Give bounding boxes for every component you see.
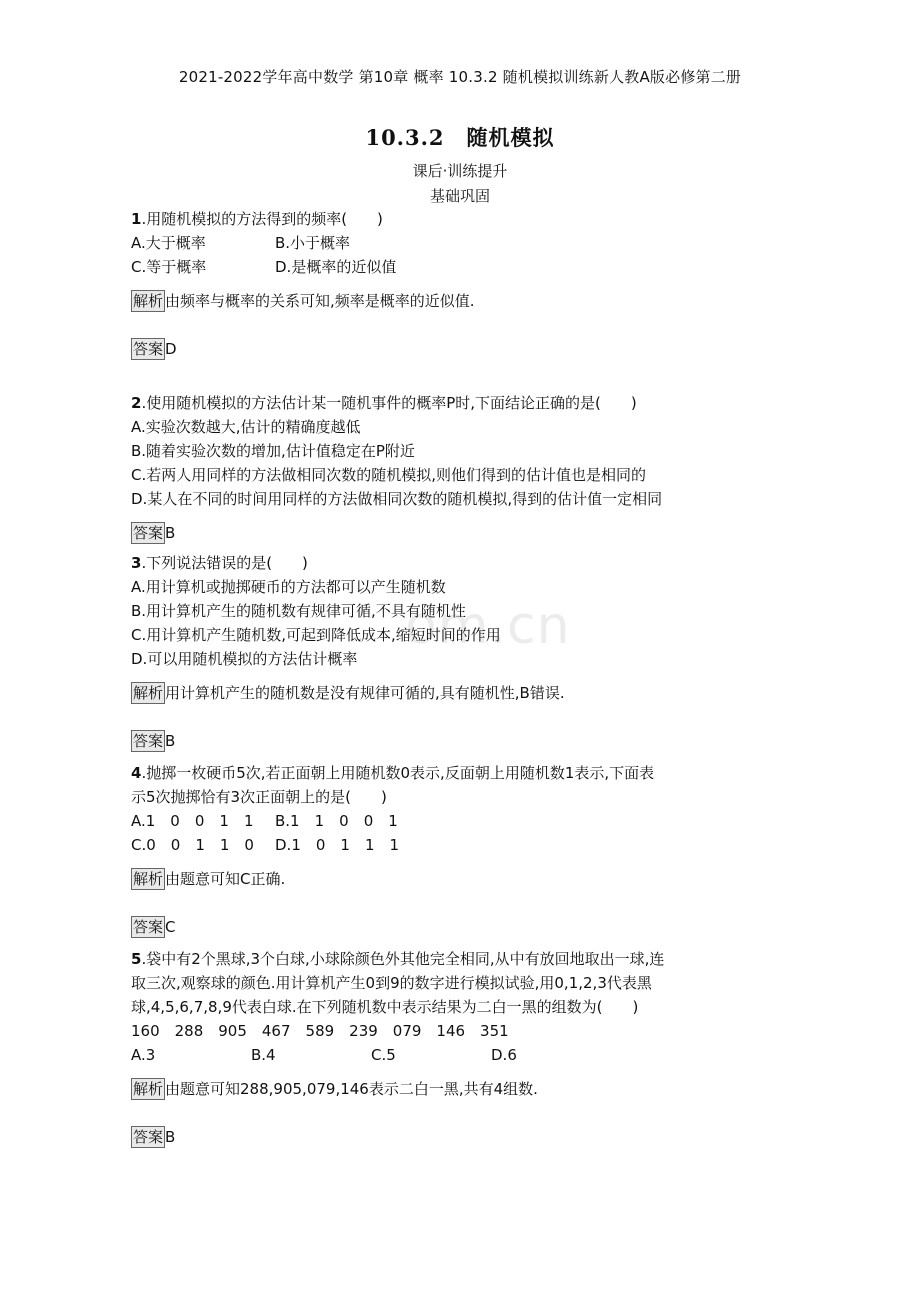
answer-value: C	[165, 918, 176, 936]
analysis-tag: 解析	[133, 870, 164, 888]
analysis-tag: 解析	[133, 684, 164, 702]
answer-value: B	[165, 524, 176, 542]
option-d: D.6	[491, 1046, 517, 1064]
answer-value: D	[165, 340, 177, 358]
option-c: C.0 0 1 1 0	[131, 836, 254, 854]
answer-tag: 答案	[133, 732, 164, 750]
section-subtitle: 课后·训练提升	[412, 162, 508, 180]
answer-tag: 答案	[133, 918, 164, 936]
option-d: D.1 0 1 1 1	[275, 836, 400, 854]
analysis-text: 由题意可知C正确.	[165, 870, 286, 888]
question-number: 5	[131, 950, 142, 968]
option-a: A.用计算机或抛掷硬币的方法都可以产生随机数	[131, 578, 446, 596]
analysis-text: 由题意可知288,905,079,146表示二白一黑,共有4组数.	[165, 1080, 538, 1098]
document-header: 2021-2022学年高中数学 第10章 概率 10.3.2 随机模拟训练新人教A版必修第二册	[178, 68, 742, 86]
option-b: B.小于概率	[275, 234, 351, 252]
question-stem: .使用随机模拟的方法估计某一随机事件的概率P时,下面结论正确的是( )	[141, 394, 637, 412]
option-b: B.随着实验次数的增加,估计值稳定在P附近	[131, 442, 415, 460]
question-number: 3	[131, 554, 142, 572]
option-a: A.实验次数越大,估计的精确度越低	[131, 418, 361, 436]
question-stem-line-3: 球,4,5,6,7,8,9代表白球.在下列随机数中表示结果为二白一黑的组数为( )	[131, 998, 639, 1016]
analysis-text: 由频率与概率的关系可知,频率是概率的近似值.	[165, 292, 475, 310]
question-stem-line-1: .袋中有2个黑球,3个白球,小球除颜色外其他完全相同,从中有放回地取出一球,连	[141, 950, 665, 968]
option-c: C.5	[371, 1046, 396, 1064]
option-c: C.用计算机产生随机数,可起到降低成本,缩短时间的作用	[131, 626, 501, 644]
answer-tag: 答案	[133, 1128, 164, 1146]
question-1	[131, 207, 791, 361]
question-number: 1	[131, 210, 142, 228]
question-4	[131, 761, 791, 939]
answer-value: B	[165, 1128, 176, 1146]
option-d: D.某人在不同的时间用同样的方法做相同次数的随机模拟,得到的估计值一定相同	[131, 490, 663, 508]
analysis-tag: 解析	[133, 1080, 164, 1098]
analysis-tag: 解析	[133, 292, 164, 310]
option-c: C.若两人用同样的方法做相同次数的随机模拟,则他们得到的估计值也是相同的	[131, 466, 647, 484]
answer-tag: 答案	[133, 524, 164, 542]
question-stem: .用随机模拟的方法得到的频率( )	[141, 210, 383, 228]
option-b: B.用计算机产生的随机数有规律可循,不具有随机性	[131, 602, 466, 620]
option-b: B.4	[251, 1046, 276, 1064]
option-c: C.等于概率	[131, 258, 207, 276]
option-b: B.1 1 0 0 1	[275, 812, 398, 830]
answer-tag: 答案	[133, 340, 164, 358]
option-a: A.大于概率	[131, 234, 206, 252]
section-heading: 基础巩固	[429, 187, 490, 205]
option-a: A.1 0 0 1 1	[131, 812, 254, 830]
option-d: D.可以用随机模拟的方法估计概率	[131, 650, 358, 668]
option-a: A.3	[131, 1046, 156, 1064]
random-number-list: 160 288 905 467 589 239 079 146 351	[131, 1022, 509, 1040]
question-5	[131, 947, 791, 1149]
question-2	[131, 391, 791, 545]
question-number: 4	[131, 764, 142, 782]
question-stem-line-1: .抛掷一枚硬币5次,若正面朝上用随机数0表示,反面朝上用随机数1表示,下面表	[141, 764, 655, 782]
question-number: 2	[131, 394, 142, 412]
watermark-text: om.cn	[405, 596, 571, 656]
question-stem-line-2: 取三次,观察球的颜色.用计算机产生0到9的数字进行模拟试验,用0,1,2,3代表黑	[131, 974, 652, 992]
page-title: 10.3.2 随机模拟	[365, 125, 555, 150]
question-3	[131, 551, 791, 753]
question-stem-line-2: 示5次抛掷恰有3次正面朝上的是( )	[131, 788, 387, 806]
analysis-text: 用计算机产生的随机数是没有规律可循的,具有随机性,B错误.	[165, 684, 565, 702]
answer-value: B	[165, 732, 176, 750]
document-body	[131, 207, 791, 1149]
question-stem: .下列说法错误的是( )	[141, 554, 308, 572]
option-d: D.是概率的近似值	[275, 258, 397, 276]
